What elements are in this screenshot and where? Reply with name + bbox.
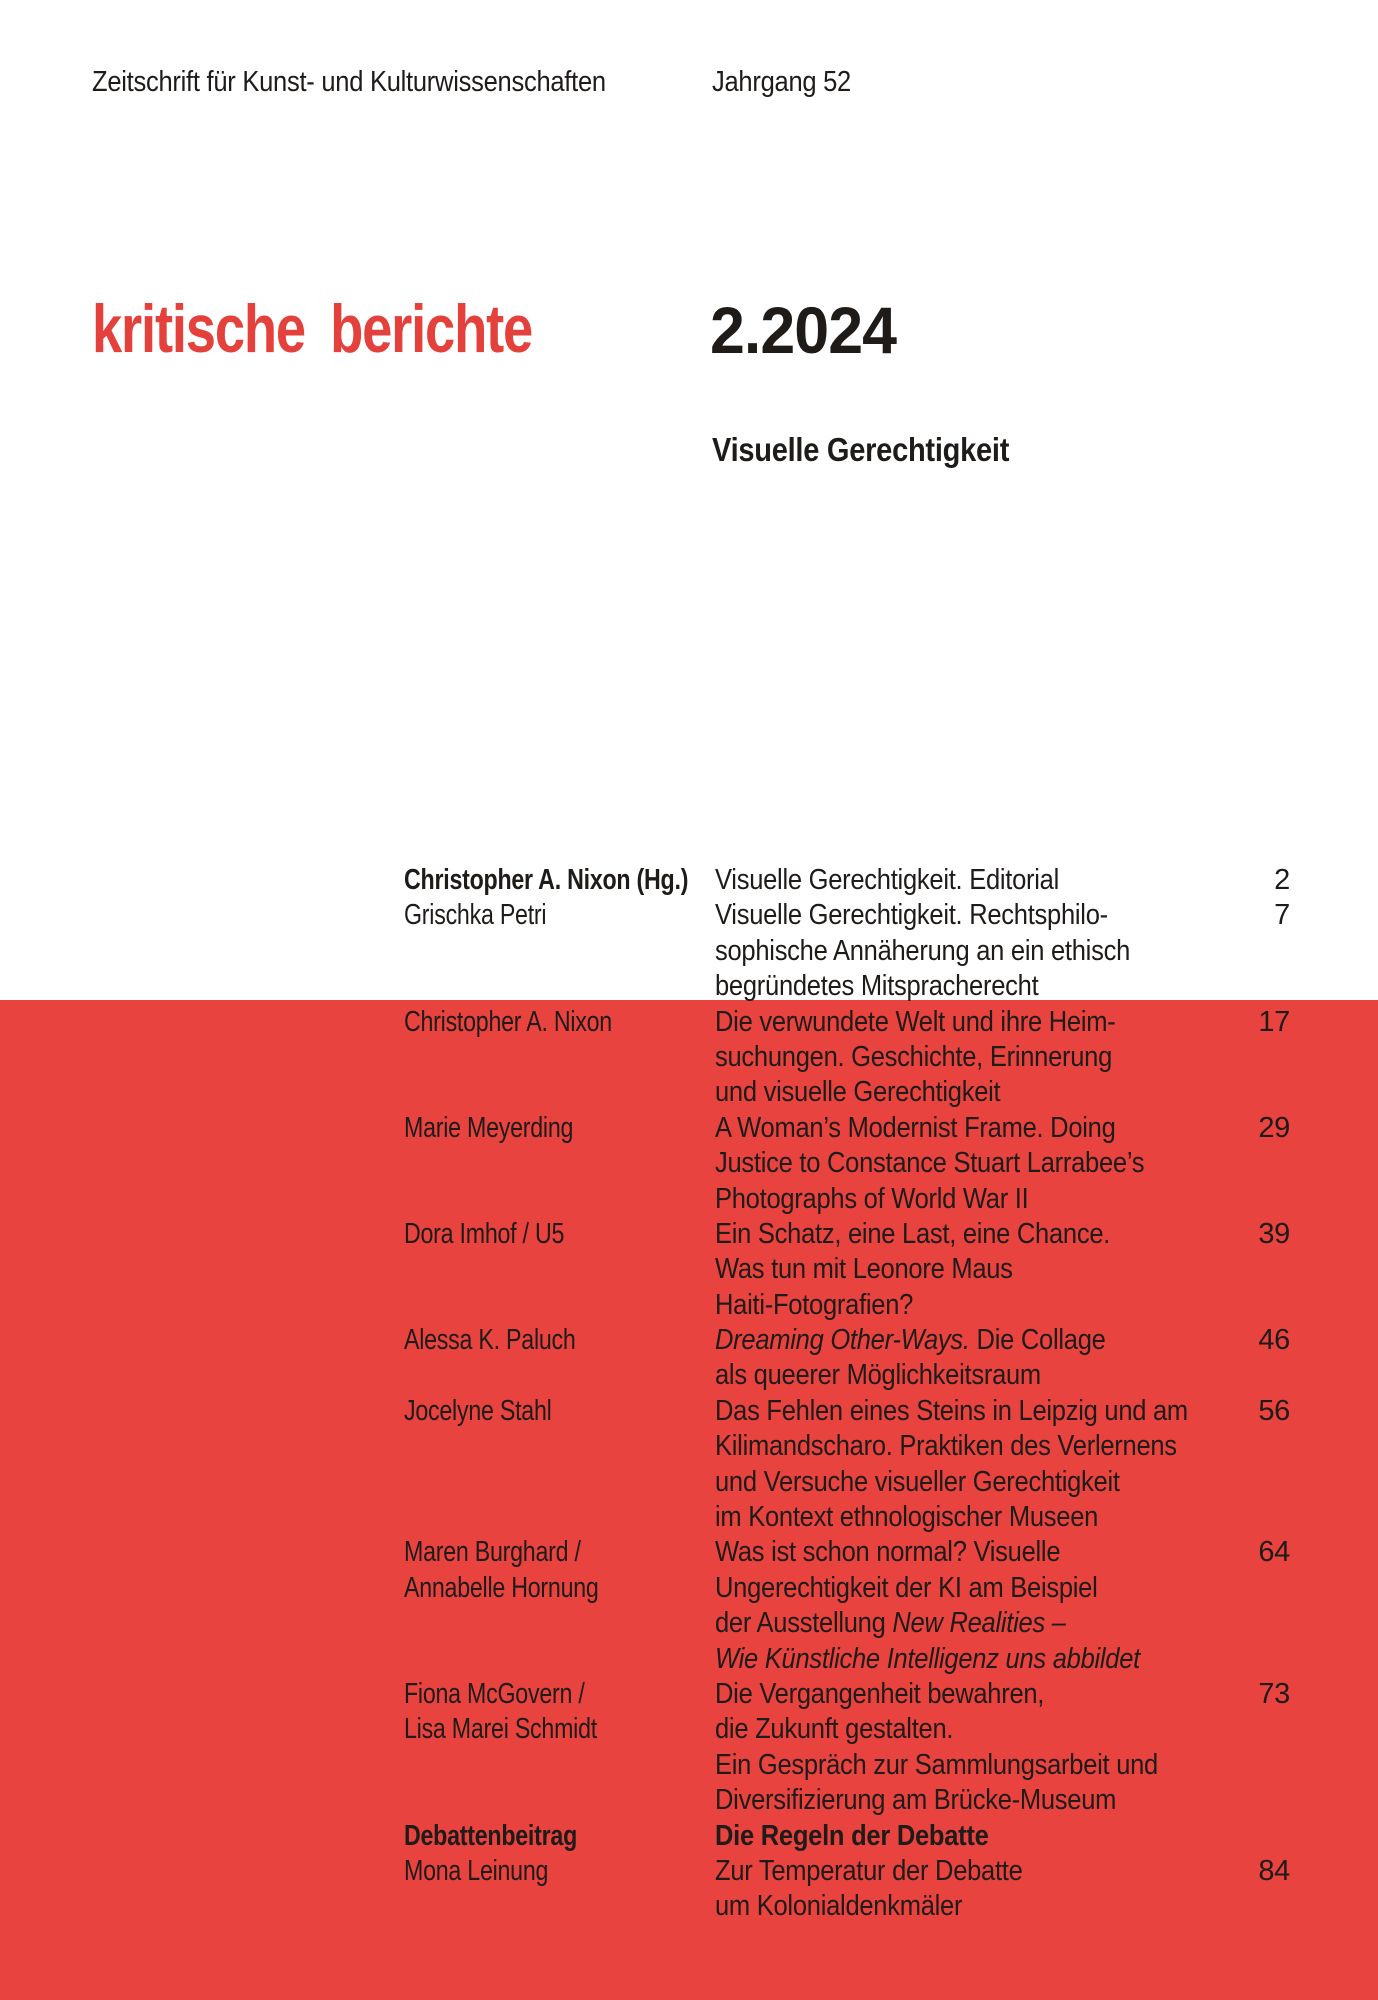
- toc-entry: [0, 863, 1378, 898]
- toc-text-segment: Ein Gespräch zur Sammlungsarbeit und: [715, 1748, 1158, 1781]
- toc-author-line: [404, 1819, 577, 1854]
- issue-theme: Visuelle Gerechtigkeit: [712, 431, 1010, 468]
- toc-entry: [0, 1323, 1378, 1394]
- toc-title-column: [715, 1323, 1298, 1394]
- toc-page-number: 84: [1258, 1854, 1290, 1887]
- toc-text-segment: Alessa K. Paluch: [404, 1324, 576, 1357]
- toc-text-segment: Maren Burghard /: [404, 1536, 581, 1569]
- toc-title-line: [715, 1606, 1298, 1641]
- toc-text-segment: Marie Meyerding: [404, 1111, 574, 1144]
- toc-author-line: [404, 1535, 599, 1570]
- toc-title-column: [715, 1217, 1298, 1323]
- toc-author-column: [404, 863, 688, 898]
- masthead-title: kritische berichte: [92, 291, 533, 367]
- toc-title-line: [715, 1465, 1298, 1500]
- toc-text-segment: Was ist schon normal? Visuelle: [715, 1536, 1061, 1569]
- toc-page-number: 56: [1258, 1394, 1290, 1427]
- toc-title-line: [715, 1889, 1298, 1924]
- toc-text-segment: Die Regeln der Debatte: [715, 1819, 989, 1852]
- toc-text-segment: Justice to Constance Stuart Larrabee’s: [715, 1147, 1145, 1180]
- toc-text-segment: die Zukunft gestalten.: [715, 1713, 954, 1746]
- toc-title-line: [715, 1748, 1298, 1783]
- toc-text-segment: Kilimandscharo. Praktiken des Verlernens: [715, 1430, 1177, 1463]
- toc-text-segment: Christopher A. Nixon (Hg.): [404, 864, 689, 896]
- toc-entry: [0, 1854, 1378, 1925]
- toc-author-column: [404, 1323, 576, 1358]
- toc-title-column: [715, 1394, 1298, 1536]
- toc-title-column: [715, 1111, 1298, 1217]
- toc-title-line: [715, 1146, 1298, 1181]
- toc-text-segment: Photographs of World War II: [715, 1182, 1029, 1215]
- toc-text-segment: Lisa Marei Schmidt: [404, 1713, 597, 1746]
- toc-text-segment: Jocelyne Stahl: [404, 1394, 552, 1427]
- toc-author-line: [404, 1005, 612, 1040]
- volume-label-text: Jahrgang 52: [712, 66, 851, 98]
- toc-title-line: [715, 1252, 1298, 1287]
- toc-title-line: [715, 898, 1298, 933]
- toc-text-segment: um Kolonialdenkmäler: [715, 1890, 963, 1923]
- toc-entry: [0, 1217, 1378, 1323]
- toc-text-segment: Dreaming Other-Ways.: [715, 1324, 970, 1357]
- toc-text-segment: und visuelle Gerechtigkeit: [715, 1076, 1001, 1109]
- toc-title-line: [715, 1111, 1298, 1146]
- toc-title-line: [715, 863, 1298, 898]
- toc-text-segment: Grischka Petri: [404, 899, 547, 932]
- toc-title-line: [715, 1040, 1298, 1075]
- toc-text-segment: Diversifizierung am Brücke-Museum: [715, 1784, 1117, 1817]
- toc-text-segment: sophische Annäherung an ein ethisch: [715, 934, 1131, 967]
- toc-title-line: [715, 1182, 1298, 1217]
- toc-text-segment: Haiti-Fotografien?: [715, 1288, 914, 1321]
- toc-text-segment: suchungen. Geschichte, Erinnerung: [715, 1040, 1113, 1073]
- toc-entry: [0, 1677, 1378, 1819]
- toc-author-line: [404, 898, 546, 933]
- toc-text-segment: begründetes Mitspracherecht: [715, 970, 1039, 1003]
- toc-title-line: [715, 969, 1298, 1004]
- toc-text-segment: Ein Schatz, eine Last, eine Chance.: [715, 1217, 1111, 1250]
- toc-text-segment: der Ausstellung: [715, 1607, 893, 1640]
- toc-title-column: [715, 898, 1298, 1004]
- toc-text-segment: als queerer Möglichkeitsraum: [715, 1359, 1041, 1392]
- toc-author-column: [404, 1217, 564, 1252]
- toc-title-column: [715, 1677, 1298, 1819]
- toc-page-number: 2: [1274, 864, 1290, 896]
- toc-title-line: [715, 1571, 1298, 1606]
- toc-page-number: 29: [1258, 1111, 1290, 1144]
- toc-title-line: [715, 1819, 1298, 1854]
- toc-text-segment: Annabelle Hornung: [404, 1571, 599, 1604]
- toc-title-line: [715, 1500, 1298, 1535]
- toc-page-number: 46: [1258, 1324, 1290, 1357]
- toc-title-line: [715, 1712, 1298, 1747]
- toc-text-segment: Visuelle Gerechtigkeit. Rechtsphilo-: [715, 899, 1108, 932]
- toc-title-column: [715, 1535, 1298, 1677]
- toc-title-line: [715, 1854, 1298, 1889]
- toc-author-line: [404, 1712, 597, 1747]
- volume-label: [712, 66, 870, 99]
- toc-page-number: 73: [1258, 1677, 1290, 1710]
- toc-page-number: 7: [1274, 899, 1290, 932]
- toc-title-line: [715, 1783, 1298, 1818]
- toc-text-segment: Fiona McGovern /: [404, 1677, 585, 1710]
- journal-subtitle-text: Zeitschrift für Kunst- und Kulturwissenschaften: [92, 66, 606, 98]
- toc-author-column: [404, 1394, 552, 1429]
- toc-title-line: [715, 1217, 1298, 1252]
- toc-title-line: [715, 1005, 1298, 1040]
- toc-text-segment: Ungerechtigkeit der KI am Beispiel: [715, 1571, 1098, 1604]
- toc-title-line: [715, 1642, 1298, 1677]
- toc-author-column: [404, 1819, 577, 1854]
- journal-subtitle: [92, 66, 676, 99]
- toc-entry: [0, 1005, 1378, 1111]
- toc-author-line: [404, 1394, 552, 1429]
- toc-title-column: [715, 1819, 1298, 1854]
- toc-entry: [0, 898, 1378, 1004]
- toc-text-segment: Das Fehlen eines Steins in Leipzig und am: [715, 1394, 1188, 1427]
- toc-page-number: 64: [1258, 1536, 1290, 1569]
- toc-title-line: [715, 1535, 1298, 1570]
- toc-entry: [0, 1819, 1378, 1854]
- toc-author-line: [404, 1111, 573, 1146]
- toc-page-number: 17: [1258, 1005, 1290, 1038]
- toc-author-column: [404, 1535, 599, 1606]
- toc-author-column: [404, 1854, 548, 1889]
- toc-text-segment: New Realities –: [892, 1607, 1066, 1640]
- toc-text-segment: Visuelle Gerechtigkeit. Editorial: [715, 864, 1060, 896]
- toc-author-column: [404, 1005, 612, 1040]
- toc-entry: [0, 1111, 1378, 1217]
- toc-author-line: [404, 863, 688, 898]
- toc-author-line: [404, 1323, 576, 1358]
- toc-entry: [0, 1394, 1378, 1536]
- toc-author-line: [404, 1217, 564, 1252]
- toc-author-line: [404, 1571, 599, 1606]
- toc-text-segment: Die Collage: [969, 1324, 1106, 1357]
- toc-title-line: [715, 934, 1298, 969]
- toc-text-segment: im Kontext ethnologischer Museen: [715, 1501, 1099, 1534]
- table-of-contents: [0, 863, 1378, 1925]
- toc-text-segment: Mona Leinung: [404, 1854, 549, 1887]
- issue-number: 2.2024: [710, 293, 897, 367]
- toc-text-segment: A Woman’s Modernist Frame. Doing: [715, 1111, 1116, 1144]
- toc-author-column: [404, 1111, 573, 1146]
- toc-title-line: [715, 1358, 1298, 1393]
- toc-text-segment: Die verwundete Welt und ihre Heim-: [715, 1005, 1116, 1038]
- toc-author-column: [404, 1677, 597, 1748]
- toc-title-line: [715, 1323, 1298, 1358]
- toc-title-line: [715, 1394, 1298, 1429]
- toc-author-line: [404, 1677, 597, 1712]
- toc-entry: [0, 1535, 1378, 1677]
- toc-text-segment: Zur Temperatur der Debatte: [715, 1854, 1023, 1887]
- toc-text-segment: Wie Künstliche Intelligenz uns abbildet: [715, 1642, 1140, 1675]
- toc-text-segment: Christopher A. Nixon: [404, 1005, 612, 1038]
- toc-title-line: [715, 1075, 1298, 1110]
- toc-text-segment: Dora Imhof / U5: [404, 1217, 565, 1250]
- toc-title-column: [715, 1854, 1298, 1925]
- toc-title-line: [715, 1677, 1298, 1712]
- toc-title-column: [715, 1005, 1298, 1111]
- toc-title-line: [715, 1429, 1298, 1464]
- toc-text-segment: Die Vergangenheit bewahren,: [715, 1677, 1045, 1710]
- toc-author-column: [404, 898, 546, 933]
- toc-page-number: 39: [1258, 1217, 1290, 1250]
- toc-title-line: [715, 1288, 1298, 1323]
- toc-text-segment: Debattenbeitrag: [404, 1819, 578, 1852]
- toc-text-segment: Was tun mit Leonore Maus: [715, 1253, 1013, 1286]
- toc-title-column: [715, 863, 1298, 898]
- toc-text-segment: und Versuche visueller Gerechtigkeit: [715, 1465, 1120, 1498]
- toc-author-line: [404, 1854, 548, 1889]
